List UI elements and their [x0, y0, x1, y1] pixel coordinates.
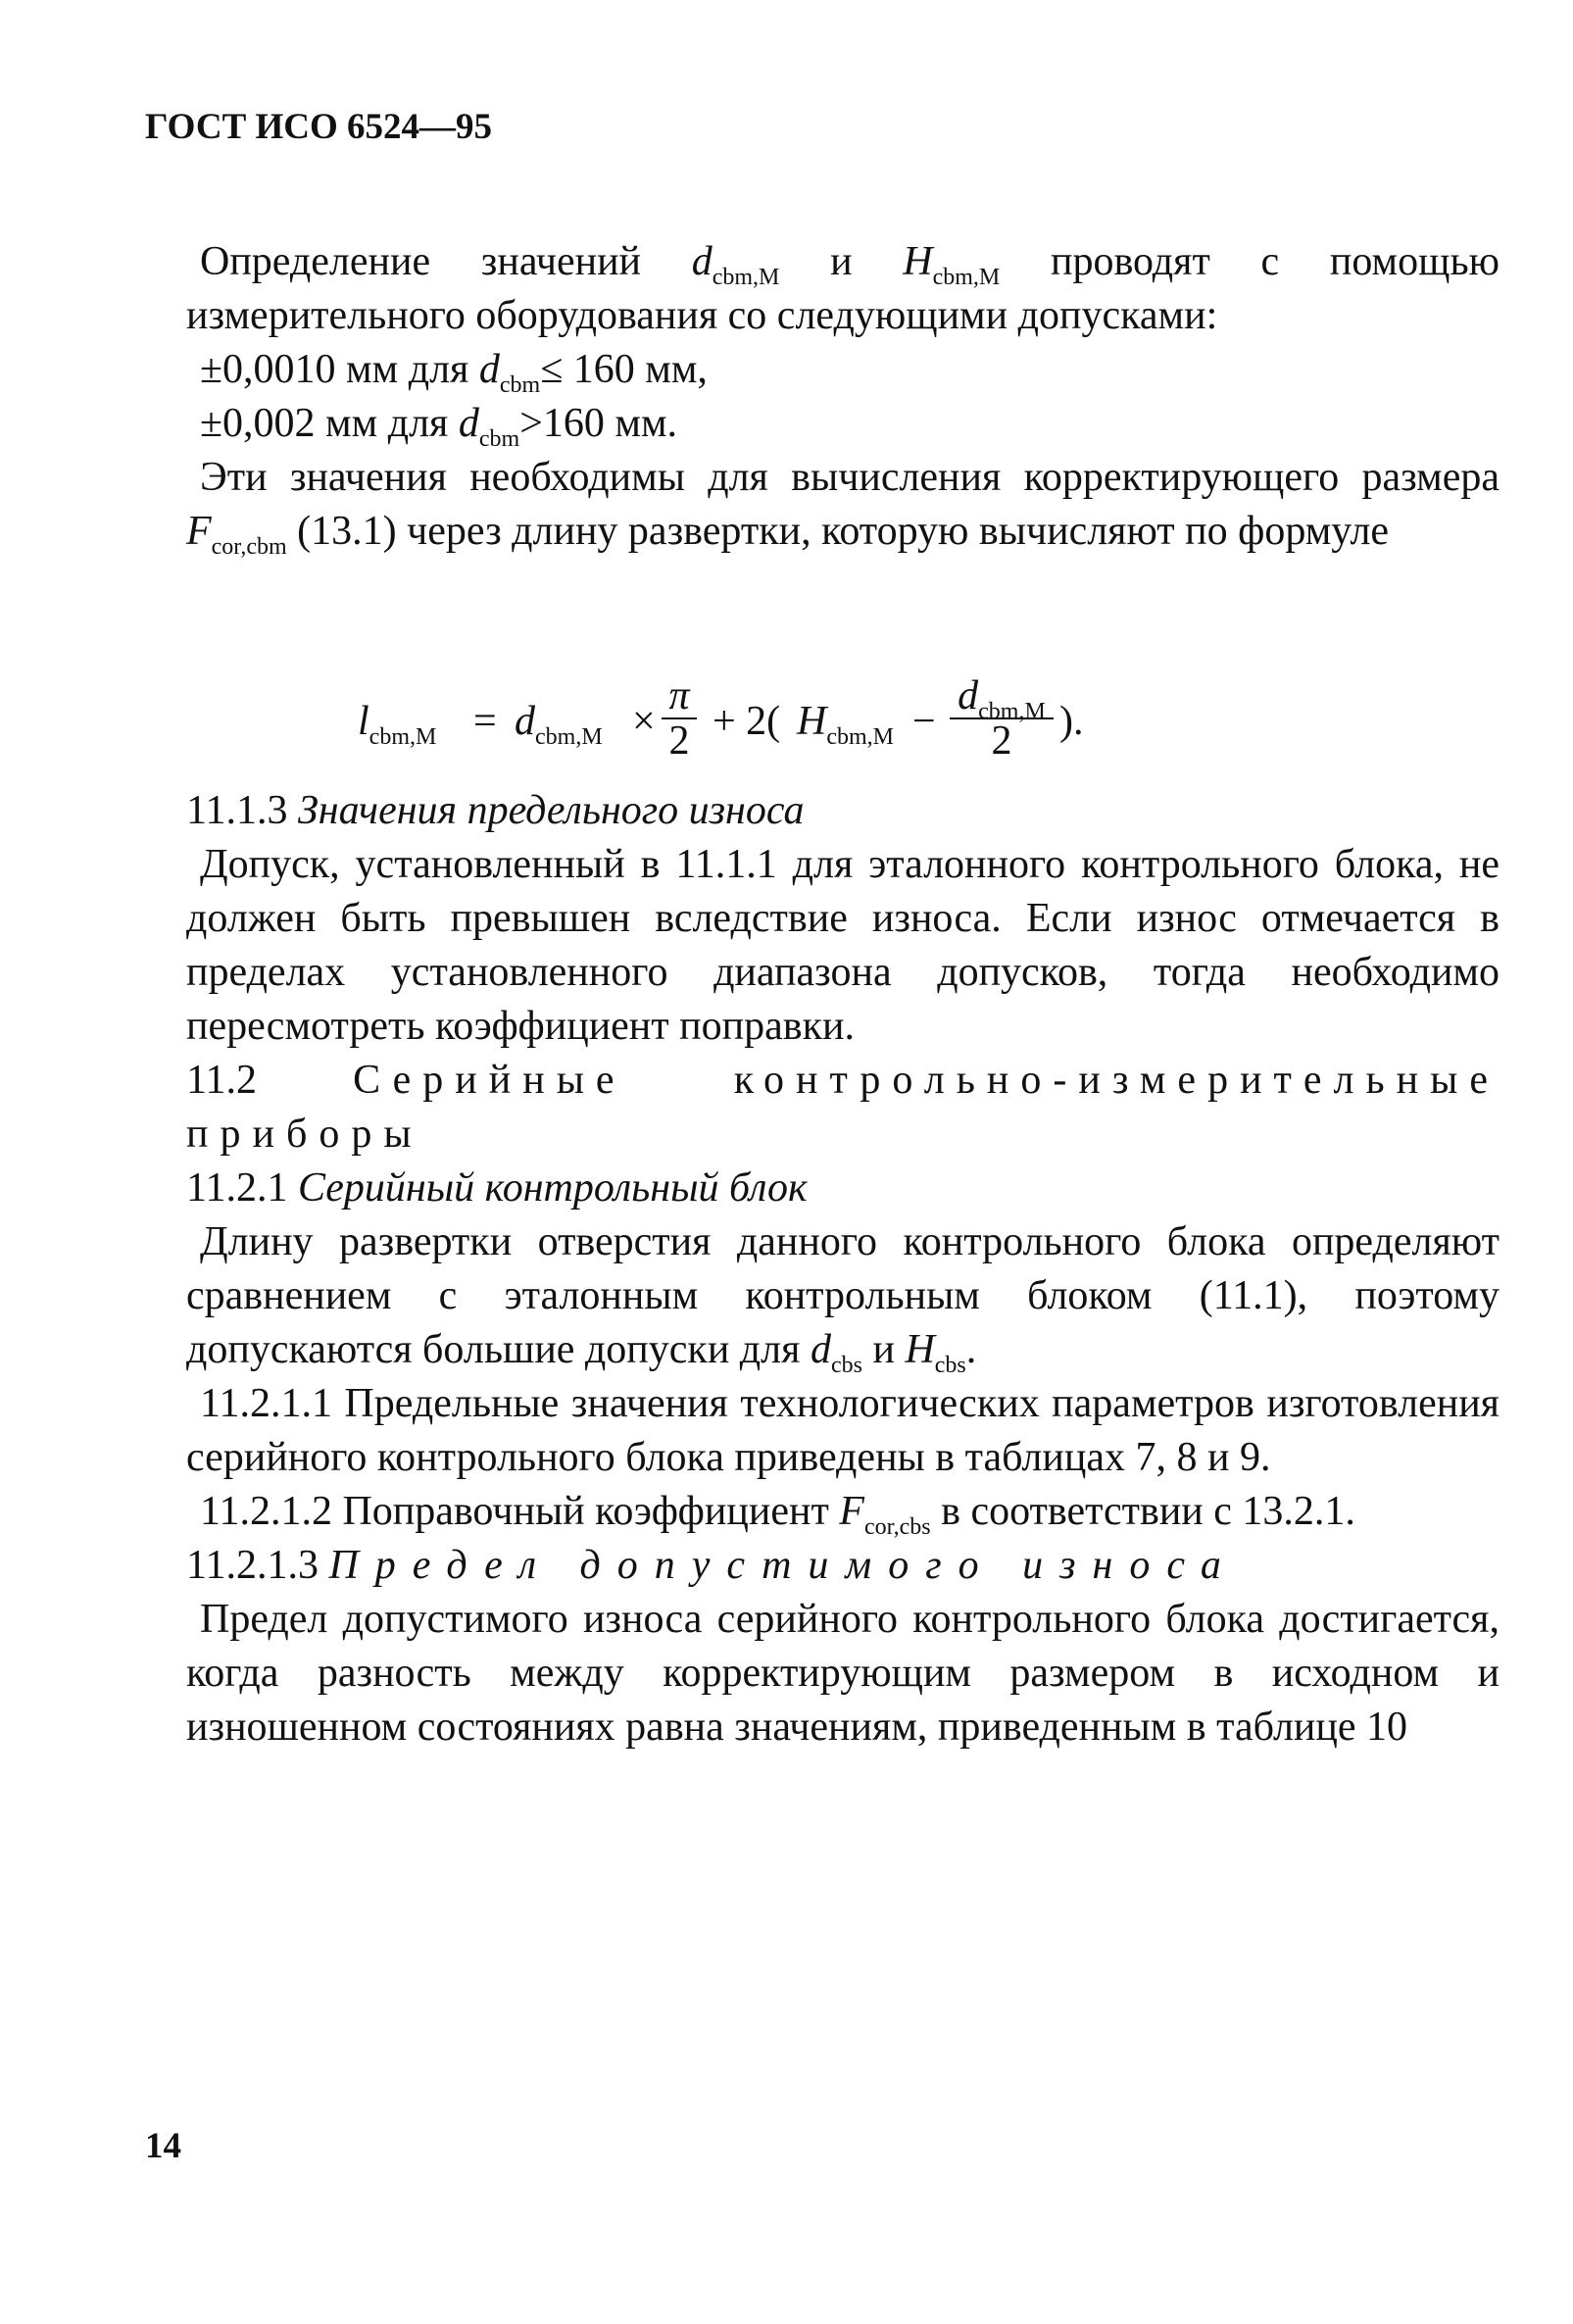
paragraph-values-needed [186, 451, 1499, 559]
text-run: ±0,0010 мм для [200, 347, 479, 392]
page-number: 14 [145, 2126, 181, 2166]
tolerance-line-1 [186, 343, 1499, 397]
text-run: 11.2.1.2 Поправочный коэффициент [200, 1489, 840, 1534]
formula-close: ). [1059, 699, 1084, 744]
section-number: 11.2.1.3 [186, 1543, 329, 1588]
equals-sign: = [473, 699, 497, 744]
var-d: d [810, 1327, 831, 1372]
document-body [186, 235, 1499, 1755]
text-run: ±0,002 мм для [200, 401, 459, 446]
paragraph-11-2-1-1: 11.2.1.1 Предельные значения технологических параметров изготовления серийного контрольного блока приведены в таблицах 7, 8 и 9. [186, 1381, 1499, 1480]
var-d: d [458, 401, 479, 446]
text-run: проводят с помощью измерительного оборудования со следующими допусками: [186, 239, 1499, 338]
subscript: cor,cbm [211, 534, 287, 560]
text-run: и [779, 239, 904, 284]
var-d: d [691, 239, 713, 284]
var-f: F [186, 509, 212, 554]
formula-d-term [515, 698, 603, 750]
subscript: cbs [830, 1353, 862, 1378]
var-d: d [958, 673, 979, 718]
section-number: 11.2.1 [186, 1165, 298, 1211]
subscript: cbs [934, 1353, 966, 1378]
section-heading-11-1-3 [186, 784, 1499, 838]
subscript: cbm,M [826, 724, 895, 750]
section-heading-11-2-1-3 [186, 1539, 1499, 1593]
fraction-pi-over-2 [660, 674, 699, 763]
subscript: cbm,M [712, 265, 780, 290]
text-run: и [861, 1327, 906, 1372]
text-run: Эти значения необходимы для вычисления корректирующего размера [200, 455, 1499, 500]
subscript: cbm [499, 372, 541, 398]
section-number: 11.1.3 [186, 788, 298, 833]
denominator: 2 [668, 718, 690, 764]
numerator [948, 673, 1056, 724]
section-title: Значения предельного износа [297, 788, 805, 833]
formula-h-term [797, 698, 895, 750]
section-title: Серийные контрольно-измерительные приборы [186, 1058, 1499, 1157]
var-h: H [903, 239, 933, 284]
subscript: cor,cbs [863, 1514, 931, 1540]
var-f: F [839, 1489, 864, 1534]
denominator: 2 [991, 718, 1012, 764]
formula-lhs [358, 698, 437, 750]
text-run: Длину развертки отверстия данного контрольного блока определяют сравнением с эталонным контрольным блоком (11.1), поэтому допускаются большие допуски для [186, 1219, 1499, 1372]
var-h: H [797, 699, 827, 744]
minus-sign: − [912, 699, 936, 744]
pi-symbol: π [668, 673, 690, 718]
section-title: Предел допустимого износа [328, 1543, 1238, 1588]
var-h: H [905, 1327, 935, 1372]
section-heading-11-2 [186, 1054, 1499, 1162]
text-run: (13.1) через длину развертки, которую вычисляют по формуле [286, 509, 1390, 554]
subscript: cbm [478, 426, 520, 452]
paragraph-measurement [186, 235, 1499, 343]
times-sign: × [632, 699, 656, 744]
paragraph-reaming-length [186, 1215, 1499, 1377]
section-title: Серийный контрольный блок [297, 1165, 808, 1211]
subscript: cbm,M [369, 724, 437, 750]
section-heading-11-2-1 [186, 1162, 1499, 1215]
subscript: cbm,M [932, 265, 1001, 290]
section-number: 11.2 [186, 1058, 354, 1103]
document-header: ГОСТ ИСО 6524—95 [145, 107, 493, 147]
text-run: в соответствии с 13.2.1. [930, 1489, 1355, 1534]
paragraph-wear-limit: Допуск, установленный в 11.1.1 для эталонного контрольного блока, не должен быть превышен вследствие износа. Если износ отмечается в пределах установленного диапазона допусков, тогда необходимо пересмотреть коэффициент поправки. [186, 842, 1499, 1049]
text-run: . [965, 1327, 977, 1372]
var-l: l [358, 699, 369, 744]
formula-plus-two: + 2( [713, 699, 781, 744]
text-run: >160 мм. [519, 401, 678, 446]
subscript: cbm,M [535, 724, 603, 750]
var-d: d [515, 699, 535, 744]
paragraph-11-2-1-2 [186, 1485, 1499, 1539]
var-d: d [478, 347, 500, 392]
formula-reaming-length [358, 655, 1103, 782]
subscript: cbm,M [978, 699, 1046, 724]
fraction-d-over-2 [948, 674, 1056, 763]
tolerance-line-2 [186, 397, 1499, 451]
text-run: Определение значений [200, 239, 692, 284]
text-run: ≤ 160 мм, [540, 347, 708, 392]
paragraph-wear-tolerance-limit: Предел допустимого износа серийного контрольного блока достигается, когда разность между корректирующим размером в исходном и изношенном состояниях равна значениям, приведенным в таблице 10 [186, 1597, 1499, 1750]
